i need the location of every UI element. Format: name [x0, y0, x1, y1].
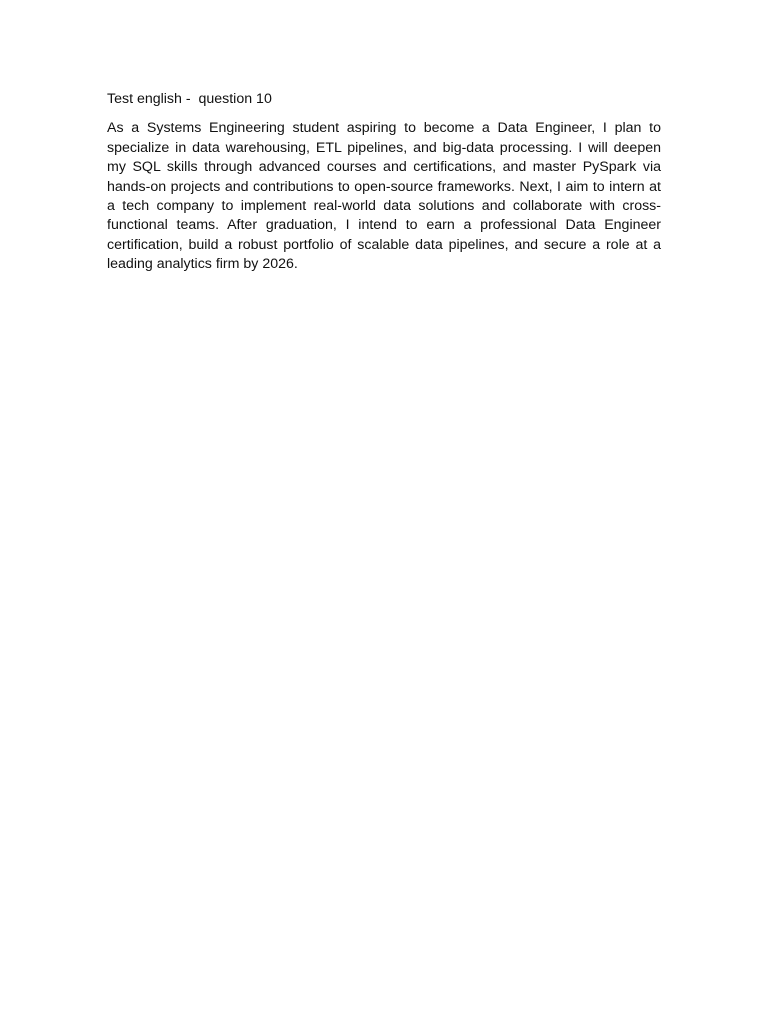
document-content [107, 90, 661, 275]
document-title: Test english - question 10 [107, 91, 272, 107]
document-body-paragraph: As a Systems Engineering student aspiring to become a Data Engineer, I plan to specialize in data warehousing, ETL pipelines, and big-data processing. I will deepen my SQL skills through advanced courses and certifications, and master PySpark via hands-on projects and contributions to open-source frameworks. Next, I aim to intern at a tech company to implement real-world data solutions and collaborate with cross-functional teams. After graduation, I intend to earn a professional Data Engineer certification, build a robust portfolio of scalable data pipelines, and secure a role at a leading analytics firm by 2026. [107, 120, 661, 273]
